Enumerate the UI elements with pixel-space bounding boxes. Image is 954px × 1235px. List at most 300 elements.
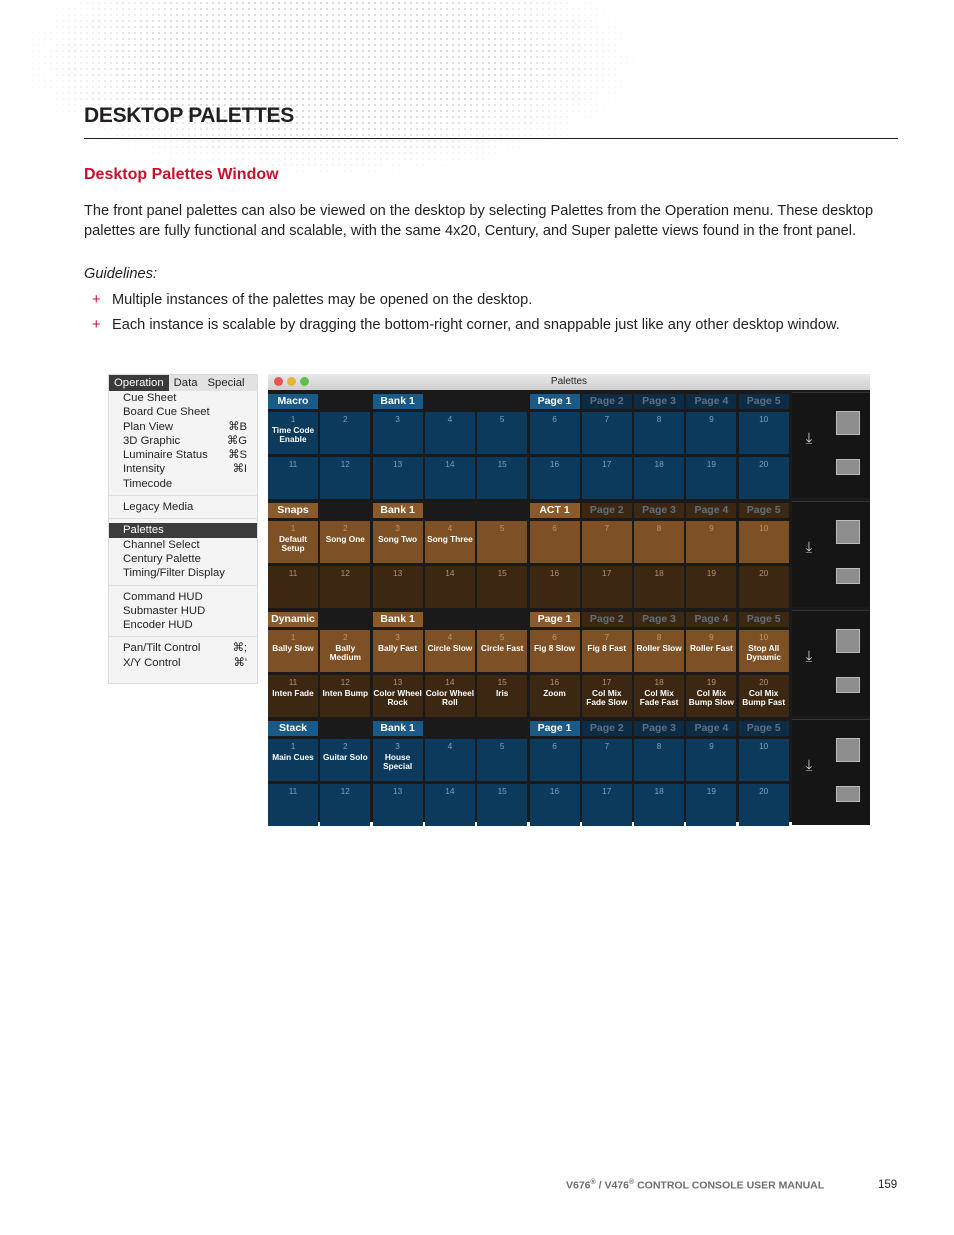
- cell-label: [686, 424, 736, 426]
- cell-label: [686, 578, 736, 580]
- collapse-arrow-icon[interactable]: ⤓: [805, 648, 813, 665]
- cell-number: 20: [759, 568, 769, 578]
- cell-number: 14: [445, 786, 455, 796]
- menu-item[interactable]: [109, 448, 257, 462]
- cell-number: 20: [759, 459, 769, 469]
- palette-cell[interactable]: [582, 739, 632, 781]
- palette-side-controls: [792, 392, 870, 822]
- guidelines-label: Guidelines:: [84, 266, 158, 282]
- page-button-active[interactable]: Page 1: [530, 394, 580, 409]
- palette-cell[interactable]: [477, 630, 527, 672]
- palette-cell[interactable]: [373, 784, 423, 826]
- palette-cell[interactable]: [686, 630, 736, 672]
- menu-item[interactable]: [109, 538, 257, 552]
- cell-number: 19: [706, 677, 716, 687]
- cell-number: 19: [706, 459, 716, 469]
- menu-item-label: Timing/Filter Display: [123, 567, 225, 580]
- cell-number: 5: [499, 523, 505, 533]
- cell-number: 17: [602, 786, 612, 796]
- title-rule: [84, 138, 898, 139]
- palette-cell[interactable]: [373, 412, 423, 454]
- cell-label: [530, 469, 580, 471]
- menu-item[interactable]: [109, 420, 257, 434]
- palette-grid: [268, 392, 790, 828]
- menu-separator: [109, 495, 257, 496]
- palette-cell[interactable]: [686, 566, 736, 608]
- menu-item[interactable]: [109, 462, 257, 476]
- palette-cell[interactable]: [739, 566, 789, 608]
- cell-label: [739, 469, 789, 471]
- cell-number: 1: [290, 523, 296, 533]
- cell-label: House Special: [383, 752, 413, 771]
- cell-label: [634, 469, 684, 471]
- cell-number: 20: [759, 786, 769, 796]
- menu-tab-data[interactable]: Data: [173, 377, 198, 389]
- side-control-group: [792, 610, 870, 716]
- cell-label: [686, 796, 736, 798]
- palette-cell[interactable]: [425, 566, 475, 608]
- palette-cell[interactable]: [477, 457, 527, 499]
- palette-cell[interactable]: [268, 675, 318, 717]
- menu-shortcut: ⌘S: [228, 449, 247, 462]
- cell-number: 6: [552, 523, 557, 533]
- menu-item[interactable]: [109, 523, 257, 537]
- page-button-active[interactable]: Page 1: [530, 612, 580, 627]
- palette-cell[interactable]: [582, 566, 632, 608]
- cell-label: [425, 424, 475, 426]
- menu-item-label: 3D Graphic: [123, 434, 181, 447]
- footer-separator: /: [595, 1179, 605, 1192]
- cell-label: [634, 796, 684, 798]
- palette-name-label: Stack: [268, 721, 318, 736]
- palette-cell[interactable]: [634, 675, 684, 717]
- list-item: [92, 292, 902, 317]
- cell-label: [739, 533, 789, 535]
- palette-cell[interactable]: [373, 630, 423, 672]
- cell-number: 4: [447, 414, 453, 424]
- palette-cell[interactable]: [320, 412, 370, 454]
- cell-number: 3: [395, 414, 400, 424]
- palette-cell[interactable]: [739, 457, 789, 499]
- cell-number: 8: [656, 741, 662, 751]
- cell-label: Zoom: [543, 688, 566, 698]
- palette-cell[interactable]: [477, 784, 527, 826]
- cell-number: 15: [497, 677, 507, 687]
- square-button-icon[interactable]: [836, 411, 860, 435]
- square-button-icon[interactable]: [836, 568, 860, 584]
- cell-number: 9: [709, 523, 714, 533]
- palette-cell[interactable]: [634, 739, 684, 781]
- palette-cell[interactable]: [530, 739, 580, 781]
- menu-item-label: Cue Sheet: [123, 392, 177, 404]
- page-button[interactable]: Page 4: [686, 721, 736, 736]
- cell-number: 2: [342, 523, 348, 533]
- cell-label: [739, 796, 789, 798]
- page-title: DESKTOP PALETTES: [84, 104, 294, 127]
- palette-cell[interactable]: [425, 630, 475, 672]
- cell-label: Roller Fast: [689, 643, 733, 653]
- cell-number: 18: [654, 677, 664, 687]
- palette-cell[interactable]: [425, 457, 475, 499]
- page-button-active[interactable]: Page 1: [530, 721, 580, 736]
- cell-number: 16: [549, 677, 560, 687]
- collapse-arrow-icon[interactable]: ⤓: [805, 430, 813, 447]
- cell-number: 11: [288, 459, 298, 469]
- cell-label: [373, 796, 423, 798]
- cell-label: Roller Slow: [636, 643, 682, 653]
- palette-cell[interactable]: [686, 457, 736, 499]
- square-button-icon[interactable]: [836, 786, 860, 802]
- palette-cell[interactable]: [477, 412, 527, 454]
- cell-number: 7: [604, 414, 610, 424]
- palette-cell[interactable]: [320, 566, 370, 608]
- bullet-plus-icon: +: [92, 292, 101, 308]
- menu-shortcut: ⌘B: [228, 420, 247, 433]
- palette-cell[interactable]: [268, 630, 318, 672]
- menu-item[interactable]: [109, 604, 257, 618]
- palette-cell[interactable]: [425, 412, 475, 454]
- page-button[interactable]: Page 2: [582, 612, 632, 627]
- menu-item-label: Legacy Media: [123, 501, 194, 514]
- cell-number: 8: [656, 632, 662, 642]
- cell-number: 1: [290, 632, 296, 642]
- menu-item[interactable]: [109, 566, 257, 580]
- square-button-icon[interactable]: [836, 738, 860, 762]
- palette-cell[interactable]: [582, 521, 632, 563]
- collapse-arrow-icon[interactable]: ⤓: [805, 539, 813, 556]
- cell-number: 12: [340, 459, 350, 469]
- cell-number: 6: [552, 632, 557, 642]
- cell-label: [582, 578, 632, 580]
- cell-label: Song Three: [427, 534, 473, 544]
- cell-label: [268, 578, 318, 580]
- cell-number: 1: [290, 741, 296, 751]
- menu-item-label: Command HUD: [123, 590, 203, 603]
- cell-number: 10: [759, 414, 769, 424]
- bank-button[interactable]: Bank 1: [373, 394, 423, 409]
- palette-cell[interactable]: [320, 521, 370, 563]
- menu-item[interactable]: [109, 405, 257, 419]
- palette-cell[interactable]: [373, 739, 423, 781]
- palette-cell[interactable]: [530, 784, 580, 826]
- menu-item[interactable]: [109, 434, 257, 448]
- palettes-window: [268, 374, 870, 822]
- page-button[interactable]: Page 5: [739, 721, 789, 736]
- cell-number: 8: [656, 414, 662, 424]
- palette-cell[interactable]: [582, 412, 632, 454]
- palette-cell[interactable]: [425, 739, 475, 781]
- menu-item[interactable]: [109, 618, 257, 632]
- palette-cell[interactable]: [268, 784, 318, 826]
- cell-number: 17: [602, 568, 612, 578]
- palette-cell[interactable]: [373, 566, 423, 608]
- palette-cell[interactable]: [477, 566, 527, 608]
- palette-cell[interactable]: [530, 566, 580, 608]
- palette-cell[interactable]: [686, 412, 736, 454]
- cell-label: [373, 424, 423, 426]
- list-item: [92, 317, 902, 342]
- footer-model: V476: [604, 1179, 629, 1192]
- footer-model: V676: [566, 1179, 591, 1192]
- page-button[interactable]: Page 3: [634, 721, 684, 736]
- cell-number: 11: [288, 677, 298, 687]
- menu-shortcut: ⌘G: [226, 434, 247, 447]
- cell-label: [530, 578, 580, 580]
- window-titlebar[interactable]: [268, 374, 870, 390]
- cell-number: 13: [392, 568, 403, 578]
- cell-number: 10: [759, 523, 769, 533]
- menu-bar: [109, 375, 257, 391]
- palette-cell[interactable]: [739, 784, 789, 826]
- page-button-active[interactable]: ACT 1: [530, 503, 580, 518]
- palette-cell[interactable]: [530, 675, 580, 717]
- cell-number: 19: [706, 568, 716, 578]
- palette-section-stack: [268, 719, 790, 828]
- cell-label: [477, 469, 527, 471]
- palette-cell[interactable]: [582, 630, 632, 672]
- palette-cell[interactable]: [739, 412, 789, 454]
- palette-cell[interactable]: [582, 784, 632, 826]
- cell-number: 3: [395, 632, 400, 642]
- registered-mark: ®: [629, 1179, 635, 1186]
- cell-number: 5: [499, 632, 505, 642]
- page-button[interactable]: Page 4: [686, 394, 736, 409]
- palette-cell[interactable]: [477, 739, 527, 781]
- palette-cell[interactable]: [268, 566, 318, 608]
- cell-number: 3: [395, 523, 400, 533]
- menu-item-label: X/Y Control: [123, 656, 181, 669]
- cell-number: 9: [709, 414, 714, 424]
- page-button[interactable]: Page 2: [582, 394, 632, 409]
- menu-tab-operation[interactable]: Operation: [109, 375, 169, 391]
- cell-number: 15: [497, 786, 507, 796]
- cell-number: 13: [392, 677, 403, 687]
- page-button[interactable]: Page 4: [686, 612, 736, 627]
- palette-cell[interactable]: [686, 739, 736, 781]
- cell-number: 17: [602, 459, 612, 469]
- palette-cell[interactable]: [268, 739, 318, 781]
- cell-number: 10: [759, 632, 769, 642]
- palette-cell[interactable]: [634, 784, 684, 826]
- menu-item[interactable]: [109, 656, 257, 670]
- menu-separator: [109, 585, 257, 586]
- bullet-text: Each instance is scalable by dragging the bottom-right corner, and snappable just like any other desktop window.: [112, 317, 840, 333]
- cell-label: [425, 796, 475, 798]
- collapse-arrow-icon[interactable]: ⤓: [805, 757, 813, 774]
- menu-item[interactable]: [109, 552, 257, 566]
- palette-cell[interactable]: [477, 521, 527, 563]
- cell-number: 7: [604, 632, 610, 642]
- palette-cell[interactable]: [320, 675, 370, 717]
- palette-cell[interactable]: [425, 521, 475, 563]
- bank-button[interactable]: Bank 1: [373, 721, 423, 736]
- cell-number: 9: [709, 741, 714, 751]
- palette-cell[interactable]: [739, 630, 789, 672]
- cell-number: 2: [342, 741, 348, 751]
- palette-cell[interactable]: [634, 630, 684, 672]
- cell-label: Col Mix Fade Fast: [639, 688, 679, 707]
- palette-cell[interactable]: [530, 630, 580, 672]
- cell-number: 6: [552, 741, 557, 751]
- menu-item-label: Encoder HUD: [123, 619, 193, 632]
- menu-item[interactable]: [109, 391, 257, 405]
- cell-label: [634, 578, 684, 580]
- menu-item[interactable]: [109, 590, 257, 604]
- palette-section-snaps: [268, 501, 790, 610]
- page-button[interactable]: Page 3: [634, 503, 684, 518]
- cell-label: Color Wheel Roll: [425, 688, 475, 707]
- menu-separator: [109, 636, 257, 637]
- palette-cell[interactable]: [320, 630, 370, 672]
- cell-number: 4: [447, 632, 453, 642]
- cell-label: Stop All Dynamic: [746, 643, 781, 662]
- cell-number: 15: [497, 568, 507, 578]
- page-button[interactable]: Page 2: [582, 721, 632, 736]
- cell-label: [582, 533, 632, 535]
- bank-button[interactable]: Bank 1: [373, 503, 423, 518]
- cell-label: [582, 469, 632, 471]
- cell-number: 3: [395, 741, 400, 751]
- palette-cell[interactable]: [634, 457, 684, 499]
- page-button[interactable]: Page 3: [634, 612, 684, 627]
- cell-label: [425, 578, 475, 580]
- menu-item-label: Luminaire Status: [123, 449, 208, 462]
- palette-cell[interactable]: [373, 457, 423, 499]
- palette-cell[interactable]: [425, 784, 475, 826]
- square-button-icon[interactable]: [836, 520, 860, 544]
- cell-number: 10: [759, 741, 769, 751]
- cell-label: [739, 578, 789, 580]
- cell-label: [373, 578, 423, 580]
- cell-label: [477, 751, 527, 753]
- palette-cell[interactable]: [373, 521, 423, 563]
- bank-button[interactable]: Bank 1: [373, 612, 423, 627]
- square-button-icon[interactable]: [836, 629, 860, 653]
- cell-label: Fig 8 Fast: [587, 643, 627, 653]
- bullet-plus-icon: +: [92, 317, 101, 333]
- palette-cell[interactable]: [686, 784, 736, 826]
- cell-number: 20: [759, 677, 769, 687]
- palette-cell[interactable]: [686, 675, 736, 717]
- palette-cell[interactable]: [268, 521, 318, 563]
- cell-label: [634, 424, 684, 426]
- palette-cell[interactable]: [530, 412, 580, 454]
- side-control-group: [792, 392, 870, 498]
- cell-number: 12: [340, 568, 350, 578]
- menu-item[interactable]: [109, 641, 257, 655]
- menu-item-label: Plan View: [123, 420, 174, 433]
- close-icon[interactable]: [274, 377, 283, 386]
- palette-cell[interactable]: [268, 412, 318, 454]
- palette-cell[interactable]: [582, 675, 632, 717]
- cell-number: 19: [706, 786, 716, 796]
- intro-text: from the: [603, 203, 665, 219]
- cell-number: 11: [288, 786, 298, 796]
- cell-number: 2: [342, 414, 348, 424]
- cell-label: Default Setup: [278, 534, 308, 553]
- palette-cell[interactable]: [320, 457, 370, 499]
- cell-number: 8: [656, 523, 662, 533]
- cell-number: 15: [497, 459, 507, 469]
- cell-number: 18: [654, 459, 664, 469]
- page-button[interactable]: Page 4: [686, 503, 736, 518]
- cell-label: Col Mix Fade Slow: [586, 688, 628, 707]
- cell-label: [582, 424, 632, 426]
- cell-label: [582, 796, 632, 798]
- cell-number: 18: [654, 568, 664, 578]
- cell-label: Circle Slow: [427, 643, 473, 653]
- menu-item-label: Palettes: [123, 524, 164, 537]
- registered-mark: ®: [590, 1179, 596, 1186]
- cell-label: Circle Fast: [480, 643, 524, 653]
- cell-label: Inten Fade: [272, 688, 314, 698]
- cell-number: 16: [549, 568, 560, 578]
- cell-label: [320, 796, 370, 798]
- square-button-icon[interactable]: [836, 677, 860, 693]
- operation-menu: [108, 374, 258, 684]
- side-control-group: [792, 501, 870, 607]
- menu-items: [109, 391, 257, 670]
- cell-label: Iris: [495, 688, 509, 698]
- palette-cell[interactable]: [268, 457, 318, 499]
- cell-label: [686, 469, 736, 471]
- side-control-group: [792, 719, 870, 825]
- square-button-icon[interactable]: [836, 459, 860, 475]
- cell-label: Color Wheel Rock: [373, 688, 422, 707]
- palettes-term: Palettes: [550, 203, 604, 219]
- palette-cell[interactable]: [477, 675, 527, 717]
- palette-cell[interactable]: [425, 675, 475, 717]
- menu-item-label: Board Cue Sheet: [123, 406, 210, 419]
- cell-label: Main Cues: [272, 752, 314, 762]
- palette-cell[interactable]: [686, 521, 736, 563]
- menu-item[interactable]: [109, 477, 257, 491]
- menu-item[interactable]: [109, 500, 257, 514]
- palette-cell[interactable]: [634, 566, 684, 608]
- cell-number: 16: [549, 459, 560, 469]
- palette-cell[interactable]: [530, 457, 580, 499]
- zoom-icon[interactable]: [300, 377, 309, 386]
- page-button[interactable]: Page 2: [582, 503, 632, 518]
- palette-cell[interactable]: [582, 457, 632, 499]
- cell-number: 18: [654, 786, 664, 796]
- menu-tab-special[interactable]: Special: [207, 377, 245, 389]
- palette-cell[interactable]: [739, 739, 789, 781]
- palette-cell[interactable]: [320, 739, 370, 781]
- palette-name-label: Macro: [268, 394, 318, 409]
- palette-cell[interactable]: [739, 675, 789, 717]
- page-button[interactable]: Page 5: [739, 612, 789, 627]
- page-button[interactable]: Page 3: [634, 394, 684, 409]
- menu-separator: [109, 518, 257, 519]
- cell-number: 16: [549, 786, 560, 796]
- intro-paragraph: [84, 202, 900, 241]
- bullet-text: Multiple instances of the palettes may be opened on the desktop.: [112, 292, 533, 308]
- menu-shortcut: ⌘': [233, 656, 247, 669]
- palette-cell[interactable]: [373, 675, 423, 717]
- palette-cell[interactable]: [320, 784, 370, 826]
- page-button[interactable]: Page 5: [739, 394, 789, 409]
- menu-shortcut: ⌘;: [232, 642, 247, 655]
- page-button[interactable]: Page 5: [739, 503, 789, 518]
- palette-cell[interactable]: [634, 521, 684, 563]
- palette-cell[interactable]: [634, 412, 684, 454]
- palette-cell[interactable]: [739, 521, 789, 563]
- minimize-icon[interactable]: [287, 377, 296, 386]
- palette-cell[interactable]: [530, 521, 580, 563]
- window-title: Palettes: [550, 376, 588, 387]
- cell-label: Guitar Solo: [322, 752, 368, 762]
